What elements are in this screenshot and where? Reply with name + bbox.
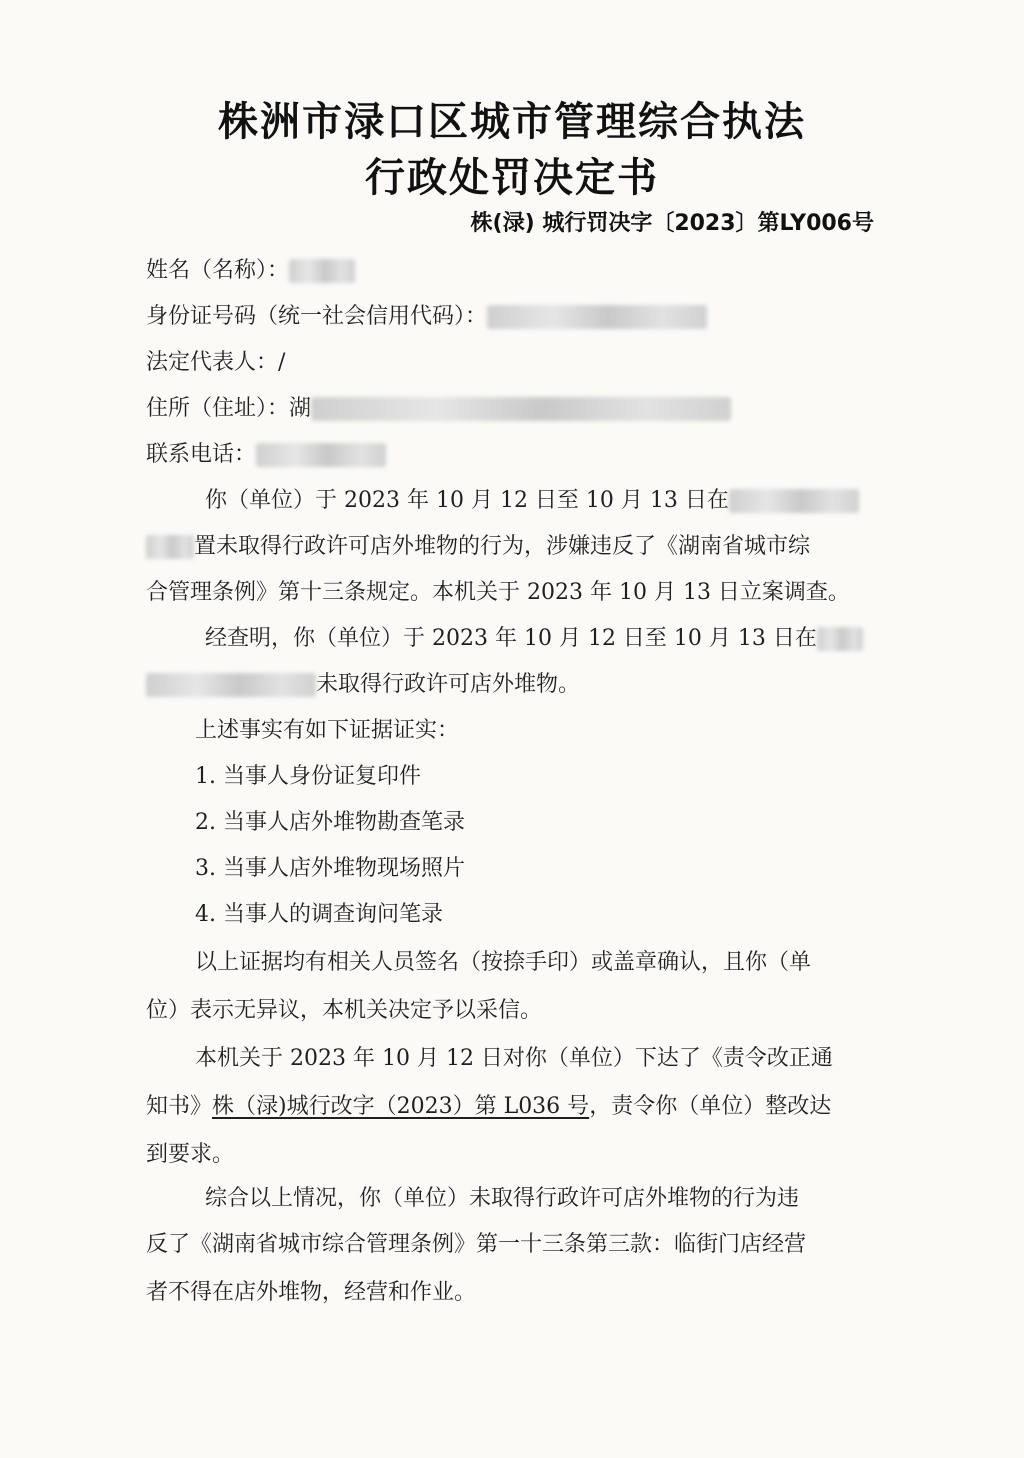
paragraph-2-text-b: 未取得行政许可店外堆物。 [316, 672, 581, 697]
paragraph-4-text-b3: ，责令你（单位）整改达 [589, 1094, 832, 1119]
paragraph-4-line-3: 到要求。 [146, 1142, 235, 1167]
paragraph-1-line-3: 合管理条例》第十三条规定。本机关于 2023 年 10 月 13 日立案调查。 [146, 580, 850, 605]
redacted-location-2-cont [146, 673, 316, 697]
legal-rep-field: 法定代表人：/ [146, 350, 286, 375]
paragraph-4-text-b1: 知书》 [146, 1094, 213, 1119]
paragraph-2-line-1 [205, 624, 875, 654]
redacted-location-cont [146, 535, 194, 559]
phone-field [146, 440, 876, 470]
address-field [146, 394, 876, 424]
paragraph-1-line-1 [205, 486, 875, 516]
paragraph-2-line-2 [146, 670, 876, 700]
name-field [146, 256, 876, 286]
paragraph-5-line-1: 综合以上情况，你（单位）未取得行政许可店外堆物的行为违 [205, 1186, 800, 1211]
paragraph-1-text-a: 你（单位）于 2023 年 10 月 12 日至 10 月 13 日在 [205, 488, 729, 513]
redacted-phone [256, 443, 386, 467]
redacted-name [289, 259, 355, 283]
paragraph-4-line-2 [146, 1092, 876, 1122]
rectification-notice-number: 株（渌)城行改字（2023）第 L036 号 [212, 1094, 590, 1119]
evidence-intro: 上述事实有如下证据证实： [195, 718, 460, 743]
evidence-item-1: 1. 当事人身份证复印件 [195, 764, 421, 789]
paragraph-1-line-2 [146, 532, 876, 562]
paragraph-3-line-2: 位）表示无异议，本机关决定予以采信。 [146, 998, 543, 1023]
id-label: 身份证号码（统一社会信用代码）： [146, 304, 488, 329]
evidence-item-3: 3. 当事人店外堆物现场照片 [195, 856, 465, 881]
paragraph-5-line-2: 反了《湖南省城市综合管理条例》第一十三条第三款：临街门店经营 [146, 1232, 807, 1257]
name-label: 姓名（名称）： [146, 258, 290, 283]
redacted-address [311, 397, 731, 421]
phone-label: 联系电话： [146, 442, 257, 467]
paragraph-2-text-a: 经查明，你（单位）于 2023 年 10 月 12 日至 10 月 13 日在 [205, 626, 817, 651]
redacted-id-number [487, 305, 707, 329]
address-label: 住所（住址）：湖 [146, 396, 312, 421]
paragraph-3-line-1: 以上证据均有相关人员签名（按捺手印）或盖章确认，且你（单 [195, 950, 812, 975]
evidence-item-2: 2. 当事人店外堆物勘查笔录 [195, 810, 465, 835]
paragraph-1-text-b: 置未取得行政许可店外堆物的行为，涉嫌违反了《湖南省城市综 [194, 534, 811, 559]
paragraph-5-line-3: 者不得在店外堆物，经营和作业。 [146, 1280, 477, 1305]
document-number: 株(渌) 城行罚决字〔2023〕第LY006号 [470, 211, 874, 236]
document-title-line1: 株洲市渌口区城市管理综合执法 [218, 99, 806, 145]
redacted-location-2 [817, 627, 863, 651]
paragraph-4-line-1: 本机关于 2023 年 10 月 12 日对你（单位）下达了《责令改正通 [195, 1046, 833, 1071]
evidence-item-4: 4. 当事人的调查询问笔录 [195, 902, 443, 927]
redacted-location [729, 489, 859, 513]
id-field [146, 302, 876, 332]
document-title-line2: 行政处罚决定书 [365, 155, 659, 201]
